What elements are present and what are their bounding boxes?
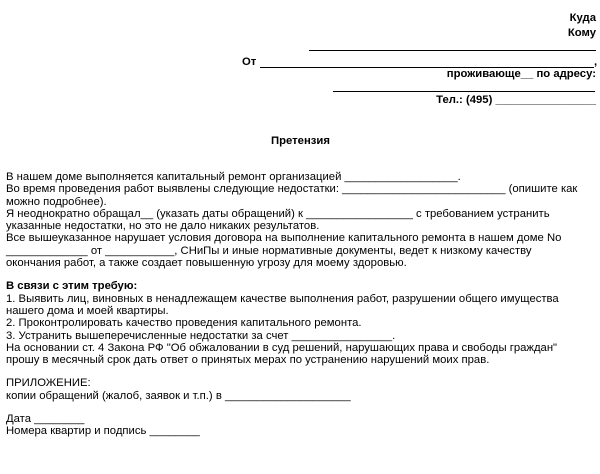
demand-line: На основании ст. 4 Закона РФ "Об обжаловании в суд решений, нарушающих права и свободы граждан" [6,341,558,354]
demand-line: нашего дома и моей квартиры. [6,304,169,317]
body-line: В нашем доме выполняется капитальный ремонт организацией __________________. [6,171,461,183]
signature-line: Номера квартир и подпись ________ [6,425,200,438]
demand-line: 1. Выявить лиц, виновных в ненадлежащем качестве выполнения работ, разрушении общего имущества [6,292,559,305]
body-line: Все вышеуказанное нарушает условия договора на выполнение капитального ремонта в нашем доме No [6,232,562,245]
body-line: окончания работ, а также создает повышенную угрозу для моему здоровью. [6,257,407,270]
body-line: Во время проведения работ выявлены следующие недостатки: __________________________ (опишите как [6,183,578,196]
body-line: Я неоднократно обращал__ (указать даты обращений) к _________________ с требованием устранить [6,207,550,220]
document-body [6,171,596,438]
body-line: указанные недостатки, но это не дало никаких результатов. [6,220,320,233]
document-title: Претензия [271,135,330,147]
from-comma: , [594,56,598,68]
appendix-heading: ПРИЛОЖЕНИЕ: [6,377,91,390]
body-line: _____________ от ___________, СНиПы и иные нормативные документы, ведет к низкому качеству [6,244,532,257]
address-label: проживающе__ по адресу: [446,68,596,80]
demand-line: прошу в месячный срок дать ответ о принятых мерах по устранению нарушений моих прав. [6,354,490,367]
from-label: От [242,56,257,68]
demand-line: 3. Устранить вышеперечисленные недостатки за счет ________________. [6,329,396,342]
date-line: Дата ________ [6,413,85,426]
to-where-label: Куда [569,12,596,24]
address-blank-line [333,91,595,92]
demands-heading: В связи с этим требую: [6,280,138,293]
body-line: можно подробнее). [6,195,107,208]
phone-label: Тел.: (495) ________________ [436,94,596,106]
appendix-line: копии обращений (жалоб, заявок и т.п.) в ____________________ [6,389,351,402]
to-whom-blank-line [309,50,596,51]
to-whom-label: Кому [567,27,596,39]
demand-line: 2. Проконтролировать качество проведения капитального ремонта. [6,317,362,330]
